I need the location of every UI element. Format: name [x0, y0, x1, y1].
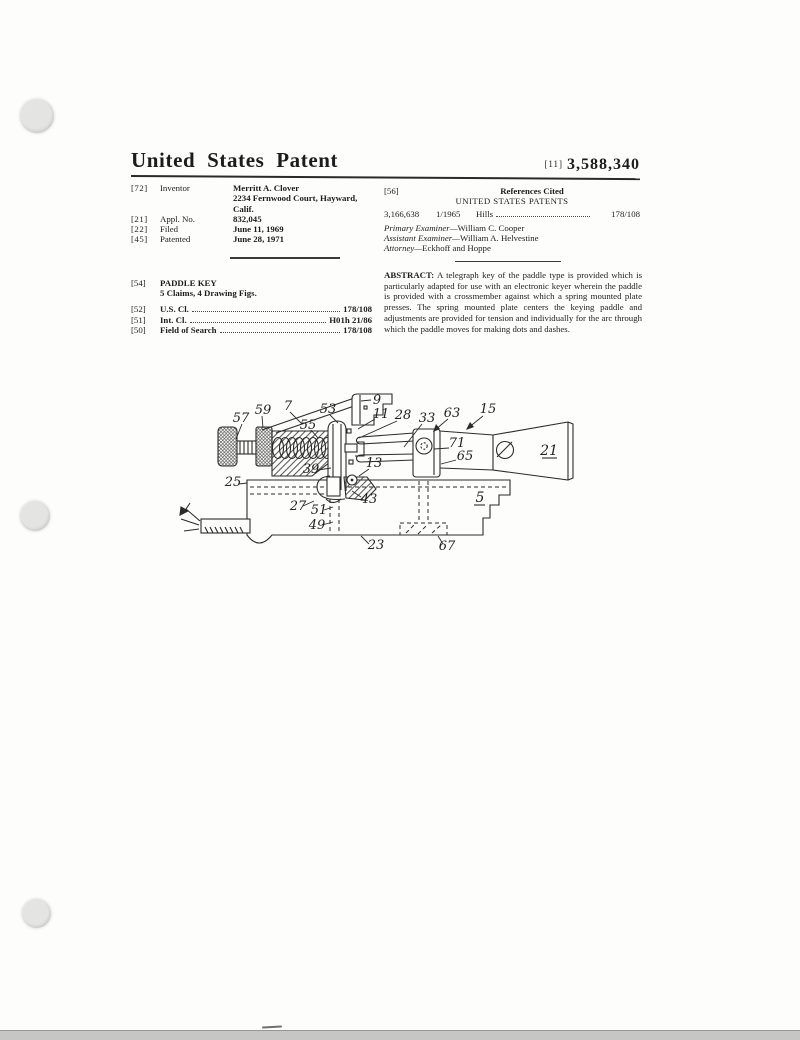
int-cl-row — [131, 315, 372, 326]
field-label: Field of Search — [160, 325, 217, 336]
patent-number — [380, 156, 640, 174]
ref-label-51: 51 — [310, 503, 328, 518]
examiner-name: William A. Helvestine — [460, 233, 539, 243]
invention-title: PADDLE KEY — [160, 278, 217, 288]
field-row-appl-no — [131, 214, 372, 224]
examiner-role: Primary Examiner— — [384, 222, 458, 233]
claims-note: 5 Claims, 4 Drawing Figs. — [160, 288, 257, 299]
abstract-label: ABSTRACT: — [384, 270, 435, 280]
patent-drawing-figure — [176, 386, 592, 564]
field-code: [21] — [131, 213, 148, 224]
left-divider-rule — [230, 257, 340, 259]
ref-label-71: 71 — [448, 436, 466, 451]
page-title: United States Patent — [131, 148, 339, 172]
ref-label-7: 7 — [283, 399, 293, 414]
dotted-leader — [190, 322, 327, 323]
ref-label-13: 13 — [365, 456, 383, 471]
hole-punch-top — [20, 99, 54, 133]
cited-patent-class: 178/108 — [611, 208, 640, 219]
ref-label-67: 67 — [438, 539, 456, 554]
field-code: [51] — [131, 314, 146, 325]
ref-label-11: 11 — [372, 407, 390, 422]
references-subtitle: UNITED STATES PATENTS — [455, 196, 569, 207]
ref-label-53: 53 — [319, 402, 337, 417]
ref-label-33: 33 — [418, 411, 436, 426]
patent-number-value: 3,588,340 — [567, 156, 640, 173]
field-code: [52] — [131, 304, 146, 314]
scan-edge-right — [789, 0, 800, 1039]
field-code: [54] — [131, 278, 146, 288]
patent-number-code: [11] — [544, 159, 563, 169]
field-row-inventor — [131, 183, 372, 214]
dotted-leader — [220, 332, 341, 333]
citation-row — [384, 209, 640, 220]
field-label: Appl. No. — [160, 213, 195, 224]
inventor-address: 2234 Fernwood Court, Hayward, Calif. — [233, 193, 358, 214]
field-label: Filed — [160, 224, 179, 235]
references-block — [384, 186, 640, 254]
examiner-role: Assistant Examiner— — [384, 233, 460, 243]
field-value: June 11, 1969 — [233, 224, 284, 235]
cited-patent-name: Hills — [476, 208, 494, 219]
ref-label-15: 15 — [479, 402, 497, 417]
classification-block — [131, 304, 372, 336]
field-row-patented — [131, 234, 372, 244]
field-value: 178/108 — [343, 304, 372, 314]
field-label: U.S. Cl. — [160, 304, 189, 314]
references-cited-title: References Cited — [500, 186, 564, 196]
abstract — [384, 270, 642, 334]
ref-label-65: 65 — [456, 449, 474, 464]
field-code: [72] — [131, 183, 148, 193]
ref-label-49: 49 — [308, 518, 326, 533]
field-code: [45] — [131, 234, 148, 245]
dotted-leader — [496, 216, 590, 217]
ref-label-23: 23 — [367, 538, 385, 553]
field-code: [22] — [131, 224, 148, 235]
ref-label-9: 9 — [372, 393, 382, 408]
ref-label-59: 59 — [254, 403, 272, 418]
cited-patent-date: 1/1965 — [436, 208, 461, 219]
header-rule — [131, 175, 640, 180]
attorney-name: Eckhoff and Hoppe — [422, 243, 491, 254]
field-value: 178/108 — [343, 325, 372, 336]
dotted-leader — [192, 311, 340, 312]
ref-label-21: 21 — [540, 443, 558, 459]
right-divider-rule — [455, 261, 561, 262]
abstract-text: A telegraph key of the paddle type is provided which is particularly adapted for use with an electronic keyer wherein the paddle is provided with a crossmember against which a spring mounted plate presses. The spring mounted plate centers the keying paddle and adjustments are provided for tension and individually for the arc through which the paddle moves for making dots and dashes. — [384, 270, 642, 334]
field-label: Inventor — [160, 183, 190, 193]
field-value: 832,045 — [233, 213, 262, 224]
examiner-lines — [384, 223, 640, 254]
field-label: Int. Cl. — [160, 314, 187, 325]
field-code: [50] — [131, 325, 146, 336]
field-value — [233, 183, 372, 214]
bibliographic-fields — [131, 183, 372, 245]
scan-smudge — [262, 1025, 282, 1028]
field-code: [56] — [384, 186, 399, 196]
examiner-name: William C. Cooper — [457, 222, 525, 233]
inventor-name: Merritt A. Clover — [233, 183, 300, 193]
invention-title-block — [131, 278, 372, 299]
ref-label-43: 43 — [360, 492, 378, 507]
field-of-search-row — [131, 325, 372, 336]
ref-label-63: 63 — [443, 406, 461, 421]
hole-punch-bottom — [22, 899, 51, 928]
ref-label-28: 28 — [394, 408, 412, 423]
field-label: Patented — [160, 234, 191, 245]
field-value: H01h 21/86 — [329, 314, 372, 325]
attorney-role: Attorney— — [384, 243, 423, 254]
field-row-filed — [131, 224, 372, 234]
ref-label-27: 27 — [289, 499, 307, 514]
ref-label-55: 55 — [299, 418, 317, 433]
hole-punch-middle — [20, 501, 50, 531]
ref-label-5: 5 — [475, 490, 485, 506]
ref-label-39: 39 — [302, 462, 320, 477]
field-value: June 28, 1971 — [233, 234, 285, 245]
ref-label-57: 57 — [232, 411, 250, 426]
us-cl-row — [131, 304, 372, 315]
ref-label-25: 25 — [224, 475, 242, 490]
cited-patent-number: 3,166,638 — [384, 208, 420, 219]
